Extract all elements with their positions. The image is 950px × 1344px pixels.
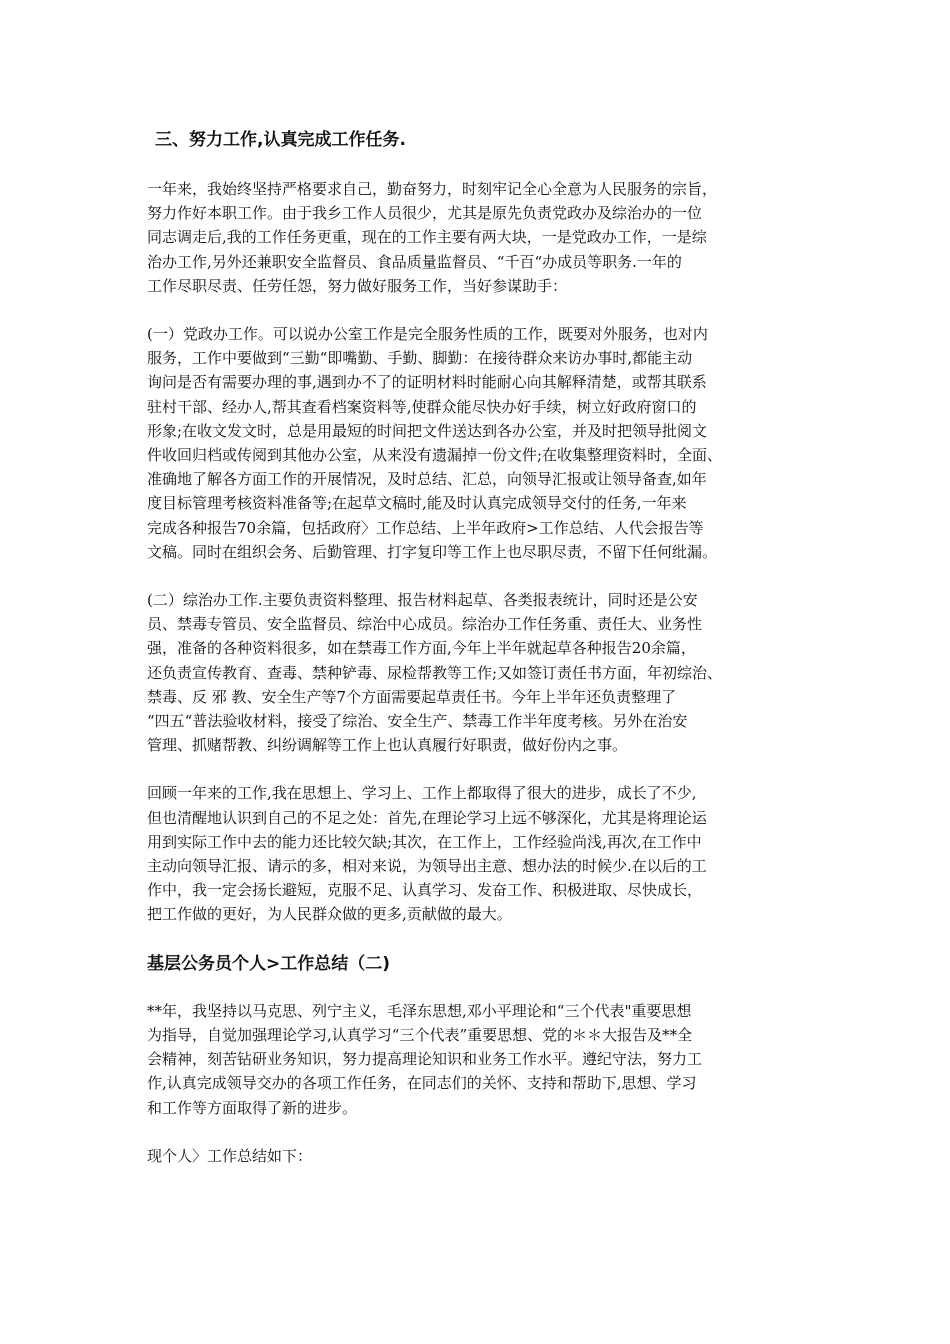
section-heading-three: 三、努力工作,认真完成工作任务. <box>155 130 406 150</box>
text-line: (二）综治办工作.主要负责资料整理、报告材料起草、各类报表统计，同时还是公安 <box>147 591 698 610</box>
text-line: 完成各种报告70余篇，包括政府〉工作总结、上半年政府>工作总结、人代会报告等 <box>147 518 704 537</box>
paragraph-review <box>147 781 817 926</box>
paragraph-party-office <box>147 322 817 564</box>
text-line: 主动向领导汇报、请示的多，相对来说，为领导出主意、想办法的时候少.在以后的工 <box>147 857 707 876</box>
text-line: 现个人〉工作总结如下： <box>147 1146 313 1165</box>
paragraph-summary-lead <box>147 1144 817 1168</box>
text-line: 驻村干部、经办人,帮其查看档案资料等,使群众能尽快办好手续，树立好政府窗口的 <box>147 397 697 416</box>
section-heading-summary-two: 基层公务员个人>工作总结（二) <box>147 953 391 974</box>
text-line: 作,认真完成领导交办的各项工作任务，在同志们的关怀、支持和帮助下,思想、学习 <box>147 1074 697 1093</box>
text-line: 管理、抓赌帮教、纠纷调解等工作上也认真履行好职责，做好份内之事。 <box>147 736 628 755</box>
text-line: 同志调走后,我的工作任务更重，现在的工作主要有两大块，一是党政办工作，一是综 <box>147 228 707 247</box>
text-line: 为指导，自觉加强理论学习,认真学习“三个代表”重要思想、党的＊＊大报告及**全 <box>147 1025 693 1044</box>
text-line: 用到实际工作中去的能力还比较欠缺;其次，在工作上，工作经验尚浅,再次,在工作中 <box>147 832 702 851</box>
text-line: 会精神，刻苦钻研业务知识，努力提高理论知识和业务工作水平。遵纪守法，努力工 <box>147 1050 703 1069</box>
text-line: “四五“普法验收材料，接受了综治、安全生产、禁毒工作半年度考核。另外在治安 <box>147 712 688 731</box>
text-line: **年，我坚持以马克思、列宁主义，毛泽东思想,邓小平理论和“三个代表"重要思想 <box>147 1001 692 1020</box>
text-line: 员、禁毒专管员、安全监督员、综治中心成员。综治办工作任务重、责任大、业务性 <box>147 615 703 634</box>
text-line: 还负责宣传教育、查毒、禁种铲毒、尿检帮教等工作;又如签订责任书方面，年初综治、 <box>147 663 723 682</box>
text-line: 形象;在收文发文时，总是用最短的时间把文件送达到各办公室，并及时把领导批阅文 <box>147 421 708 440</box>
text-line: 文稿。同时在组织会务、后勤管理、打字复印等工作上也尽职尽责，不留下任何纰漏。 <box>147 542 718 561</box>
document-body <box>147 127 817 1192</box>
text-line: 度目标管理考核资料准备等;在起草文稿时,能及时认真完成领导交付的任务,一年来 <box>147 494 687 513</box>
paragraph-intro <box>147 177 817 298</box>
text-line: 努力作好本职工作。由于我乡工作人员很少，尤其是原先负责党政办及综治办的一位 <box>147 204 703 223</box>
text-line: 件收回归档或传阅到其他办公室，从来没有遗漏掉一份文件;在收集整理资料时，全面、 <box>147 446 723 465</box>
text-line: 作中，我一定会扬长避短，克服不足、认真学习、发奋工作、积极进取、尽快成长， <box>147 881 703 900</box>
text-line: 但也清醒地认识到自己的不足之处：首先,在理论学习上远不够深化，尤其是将理论运 <box>147 808 707 827</box>
text-line: 强，准备的各种资料很多，如在禁毒工作方面,今年上半年就起草各种报告20余篇， <box>147 639 696 658</box>
text-line: 准确地了解各方面工作的开展情况，及时总结、汇总，向领导汇报或让领导备查,如年 <box>147 470 707 489</box>
text-line: 工作尽职尽责、任劳任怨，努力做好服务工作，当好参谋助手： <box>147 276 568 295</box>
paragraph-theory-study <box>147 999 817 1120</box>
text-line: 回顾一年来的工作,我在思想上、学习上、工作上都取得了很大的进步，成长了不少, <box>147 784 697 803</box>
text-line: 一年来，我始终坚持严格要求自己，勤奋努力，时刻牢记全心全意为人民服务的宗旨， <box>147 180 718 198</box>
text-line: 禁毒、反 邪 教、安全生产等7个方面需要起草责任书。今年上半年还负责整理了 <box>147 687 677 706</box>
text-line: 和工作等方面取得了新的进步。 <box>147 1098 358 1117</box>
text-line: (一）党政办工作。可以说办公室工作是完全服务性质的工作，既要对外服务，也对内 <box>147 325 708 344</box>
text-line: 把工作做的更好，为人民群众做的更多,贡献做的最大。 <box>147 905 512 924</box>
text-line: 服务，工作中要做到“三勤“即嘴勤、手勤、脚勤：在接待群众来访办事时,都能主动 <box>147 349 693 368</box>
text-line: 治办工作,另外还兼职安全监督员、食品质量监督员、“千百“办成员等职务.一年的 <box>147 252 682 271</box>
paragraph-comprehensive-office <box>147 588 817 757</box>
text-line: 询问是否有需要办理的事,遇到办不了的证明材料时能耐心向其解释清楚，或帮其联系 <box>147 373 707 392</box>
